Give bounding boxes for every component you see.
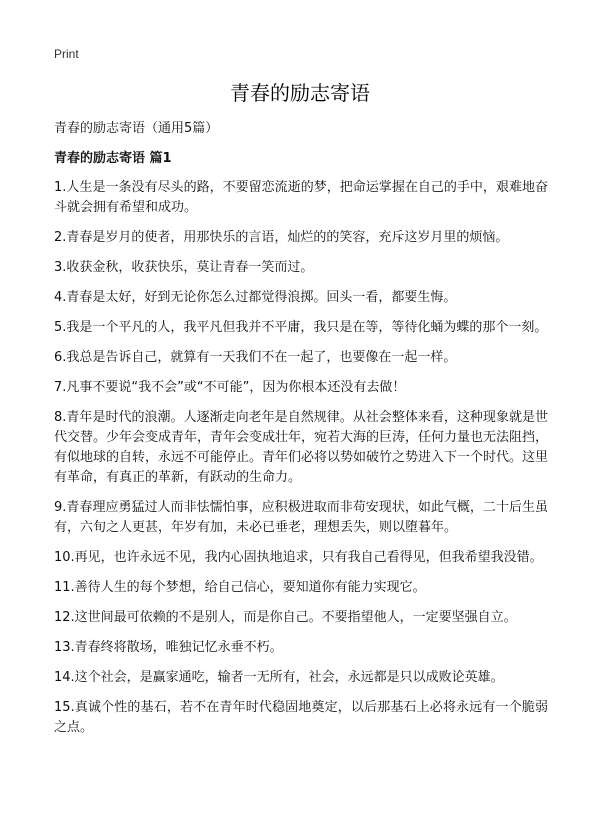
quote-item: 9.青春理应勇猛过人而非怯懦怕事，应积极进取而非苟安现状，如此气概，二十后生虽有，六旬之人更甚，年岁有加，未必已垂老，理想丢失，则以堕暮年。 — [54, 500, 548, 535]
quote-item: 4.青春是太好，好到无论你怎么过都觉得浪掷。回头一看，都要生悔。 — [54, 290, 457, 305]
page-title: 青春的励志寄语 — [230, 81, 370, 105]
quote-item: 1.人生是一条没有尽头的路，不要留恋流逝的梦，把命运掌握在自己的手中，艰难地奋斗就会拥有希望和成功。 — [54, 180, 548, 215]
quote-item: 2.青春是岁月的使者，用那快乐的言语，灿烂的的笑容，充斥这岁月里的烦恼。 — [54, 230, 509, 245]
quote-item: 15.真诚个性的基石，若不在青年时代稳固地奠定，以后那基石上必将永远有一个脆弱之点。 — [54, 700, 548, 735]
quote-item: 13.青春终将散场，唯独记忆永垂不朽。 — [54, 640, 283, 655]
quote-item: 7.凡事不要说“我不会”或“不可能”，因为你根本还没有去做！ — [54, 380, 406, 395]
document-subtitle: 青春的励志寄语（通用5篇） — [54, 121, 219, 136]
section-heading: 青春的励志寄语 篇1 — [54, 151, 172, 166]
quote-item: 5.我是一个平凡的人，我平凡但我并不平庸，我只是在等，等待化蛹为蝶的那个一刻。 — [54, 320, 548, 335]
quote-item: 3.收获金秋，收获快乐，莫让青春一笑而过。 — [54, 260, 314, 275]
quote-item: 10.再见，也许永远不见，我内心固执地追求，只有我自己看得见，但我希望我没错。 — [54, 550, 543, 565]
quote-item: 6.我总是告诉自己，就算有一天我们不在一起了，也要像在一起一样。 — [54, 350, 457, 365]
print-link[interactable]: Print — [54, 47, 79, 61]
quote-list — [54, 178, 548, 748]
quote-item: 14.这个社会，是赢家通吃，输者一无所有，社会，永远都是只以成败论英雄。 — [54, 670, 504, 685]
quote-item: 11.善待人生的每个梦想，给自己信心，要知道你有能力实现它。 — [54, 580, 426, 595]
quote-item: 8.青年是时代的浪潮。人逐渐走向老年是自然规律。从社会整体来看，这种现象就是世代交替。少年会变成青年，青年会变成壮年，宛若大海的巨涛，任何力量也无法阻挡，有似地球的自转，永远不可能停止。青年们必将以势如破竹之势进入下一个时代。这里有革命，有真正的革新，有跃动的生命力。 — [54, 410, 549, 485]
quote-item: 12.这世间最可依赖的不是别人，而是你自己。不要指望他人，一定要坚强自立。 — [54, 610, 517, 625]
